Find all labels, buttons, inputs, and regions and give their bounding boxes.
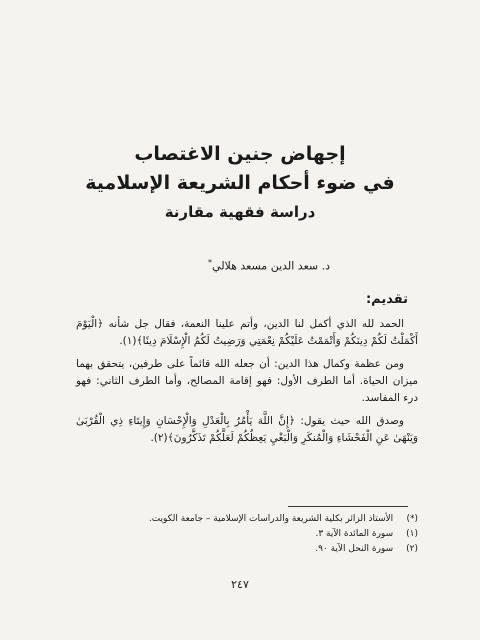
paragraph-2: ومن عظمة وكمال هذا الدين: أن جعله الله قائماً على طرفين، يتحقق بهما ميزان الحياة. أما الطرف الأول: فهو إقامة المصالح، وأما الطرف الثاني: فهو درء المفاسد. [76, 358, 418, 404]
body-text [76, 316, 418, 453]
footnote-text: الأستاذ الزائر بكلية الشريعة والدراسات الإسلامية – جامعة الكويت. [148, 514, 394, 524]
footnote-item [80, 512, 418, 527]
footnote-item [80, 542, 418, 557]
footnote-item [80, 527, 418, 542]
paragraph-3: وصدق الله حيث يقول: ﴿إِنَّ اللَّهَ يَأْمُرُ بِالْعَدْلِ وَالْإِحْسَانِ وَإِيتَاءِ ذِي الْقُرْبَىٰ وَيَنْهَىٰ عَنِ الْفَحْشَاءِ وَالْمُنكَرِ وَالْبَغْيِ يَعِظُكُمْ لَعَلَّكُمْ تَذَكَّرُونَ﴾(٢). [76, 415, 418, 444]
page-number: ٢٤٧ [231, 578, 249, 591]
footnote-mark: (٢) [406, 544, 418, 554]
footnotes [80, 512, 418, 557]
title-block [60, 140, 420, 226]
author-footnote-marker: * [208, 258, 213, 267]
title-line-1: إجهاض جنين الاغتصاب [134, 143, 346, 165]
author-line [208, 258, 330, 273]
footnote-divider [288, 506, 408, 507]
author-name: د. سعد الدين مسعد هلالي [212, 259, 330, 273]
footnote-text: سورة المائدة الآية ٣. [315, 529, 394, 539]
title-line-3: دراسة فقهية مقارنة [164, 203, 316, 221]
footnote-mark: (*) [406, 514, 418, 524]
footnote-mark: (١) [406, 529, 418, 539]
paragraph-1: الحمد لله الذي أكمل لنا الدين، وأتم علينا النعمة، فقال جل شأنه ﴿الْيَوْمَ أَكْمَلْتُ لَكُمْ دِينَكُمْ وَأَتْمَمْتُ عَلَيْكُمْ نِعْمَتِي وَرَضِيتُ لَكُمُ الْإِسْلَامَ دِينًا﴾(١). [76, 318, 418, 347]
title-line-2: في ضوء أحكام الشريعة الإسلامية [85, 172, 395, 194]
section-heading: تقديم: [365, 292, 408, 307]
footnote-text: سورة النحل الآية ٩٠. [315, 544, 394, 554]
